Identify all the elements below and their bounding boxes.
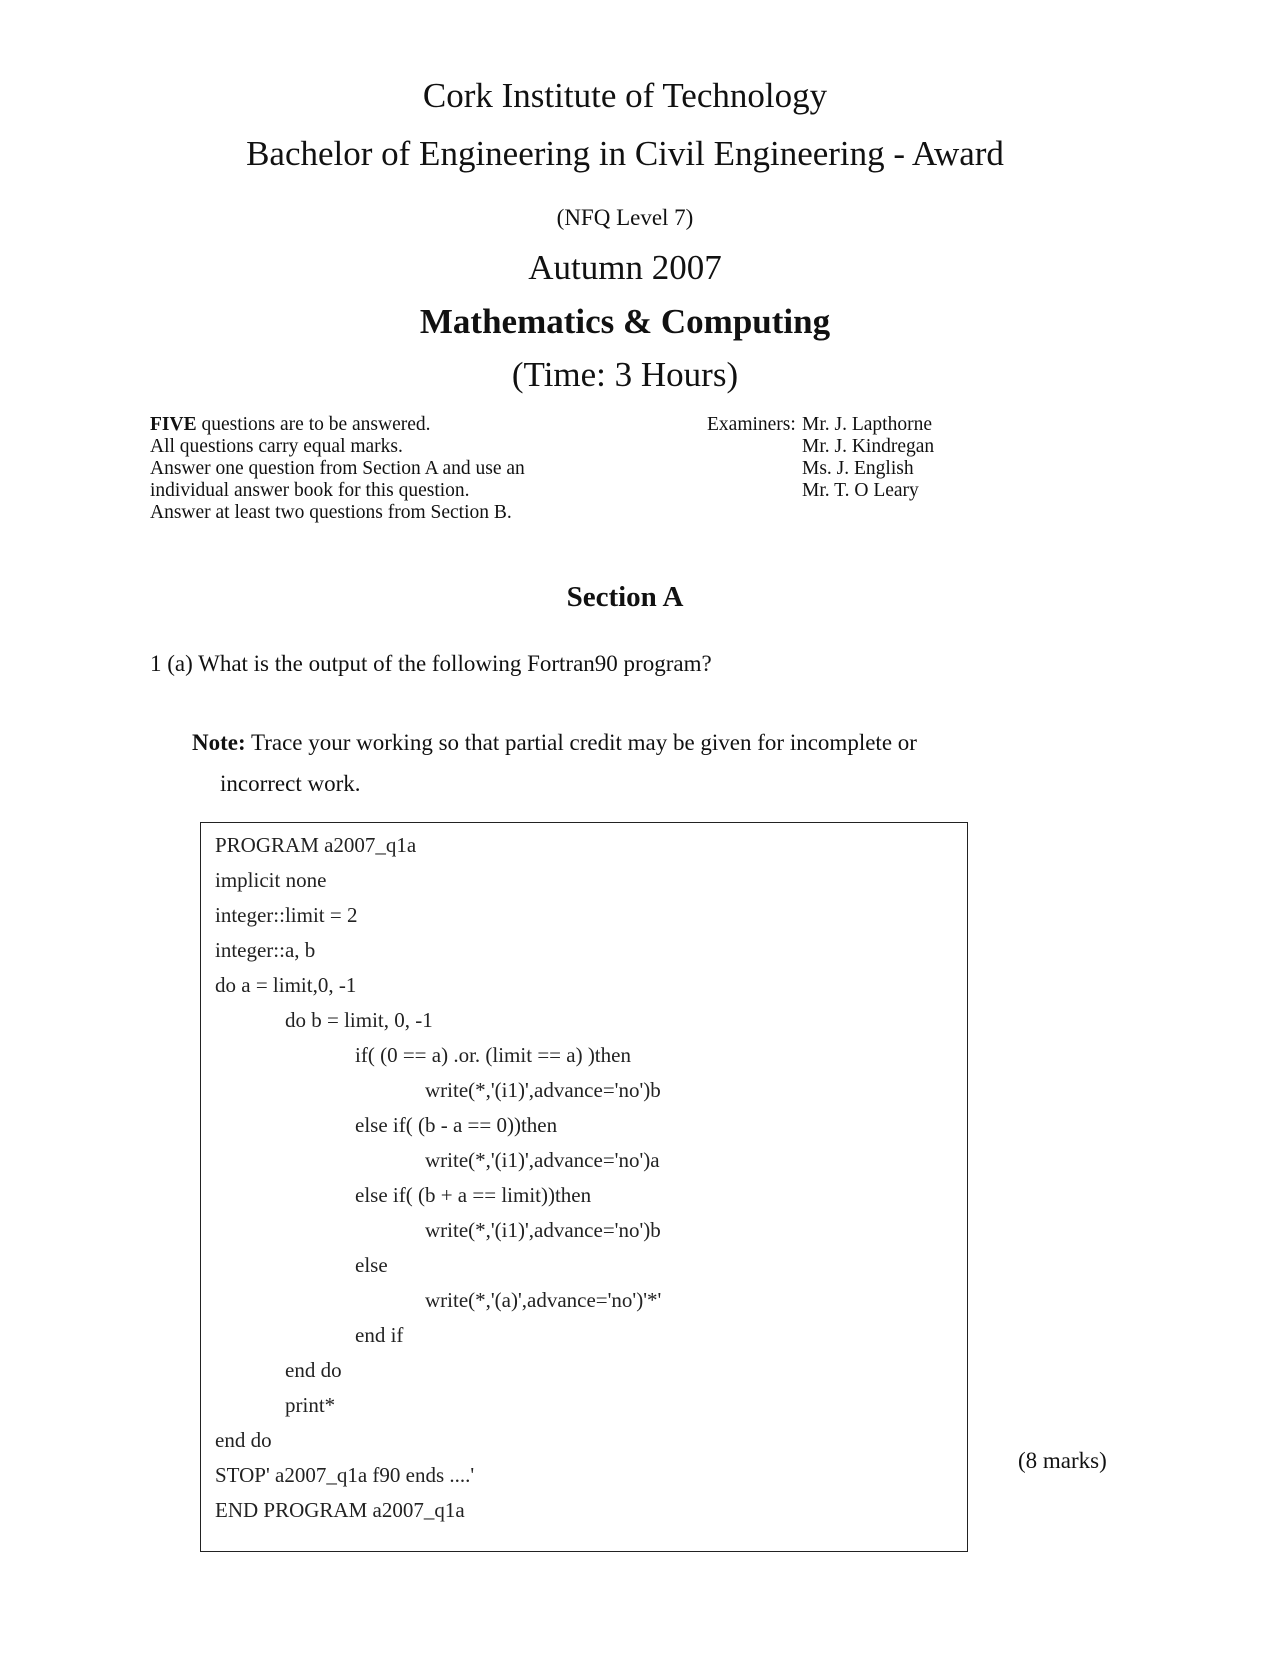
code-line: PROGRAM a2007_q1a — [215, 833, 417, 857]
code-line: implicit none — [215, 868, 327, 892]
exam-duration: (Time: 3 Hours) — [511, 355, 739, 394]
code-line: integer::limit = 2 — [215, 903, 358, 927]
exam-instructions — [150, 414, 525, 524]
institution-title: Cork Institute of Technology — [422, 76, 828, 115]
degree-title: Bachelor of Engineering in Civil Engineering - Award — [246, 134, 1004, 173]
instruction-emphasis: FIVE — [150, 414, 197, 435]
examiner-name: Ms. J. English — [802, 458, 914, 479]
code-line: write(*,'(a)',advance='no')'*' — [425, 1288, 662, 1312]
question-marks: (8 marks) — [1018, 1448, 1107, 1473]
code-line: else — [355, 1253, 388, 1277]
examiner-name: Mr. J. Lapthorne — [802, 414, 932, 435]
question-note-continued: incorrect work. — [220, 771, 361, 796]
code-line: end do — [215, 1428, 272, 1452]
code-line: print* — [285, 1393, 336, 1417]
code-line: END PROGRAM a2007_q1a — [215, 1498, 465, 1522]
examiner-name: Mr. T. O Leary — [802, 480, 919, 501]
code-line: do b = limit, 0, -1 — [285, 1008, 433, 1032]
code-line: end do — [285, 1358, 342, 1382]
note-text: Trace your working so that partial credit may be given for incomplete or — [245, 730, 917, 755]
code-line: if( (0 == a) .or. (limit == a) )then — [355, 1043, 631, 1067]
examiners-label: Examiners: — [707, 414, 796, 435]
instruction-line-4: individual answer book for this question. — [150, 480, 470, 501]
code-line: integer::a, b — [215, 938, 316, 962]
instruction-line-5: Answer at least two questions from Section B. — [150, 502, 512, 523]
subject-title: Mathematics & Computing — [419, 302, 831, 341]
code-line: end if — [355, 1323, 404, 1347]
code-line: STOP' a2007_q1a f90 ends ....' — [215, 1463, 475, 1487]
code-line: write(*,'(i1)',advance='no')a — [425, 1148, 660, 1172]
code-line: write(*,'(i1)',advance='no')b — [425, 1218, 661, 1242]
code-line: else if( (b + a == limit))then — [355, 1183, 592, 1207]
code-line: write(*,'(i1)',advance='no')b — [425, 1078, 661, 1102]
instruction-line-3: Answer one question from Section A and use an — [150, 458, 525, 479]
code-line: else if( (b - a == 0))then — [355, 1113, 558, 1137]
section-heading: Section A — [566, 581, 684, 613]
instruction-line-2: All questions carry equal marks. — [150, 436, 403, 457]
exam-session: Autumn 2007 — [528, 248, 722, 287]
nfq-level: (NFQ Level 7) — [556, 205, 694, 230]
code-line: do a = limit,0, -1 — [215, 973, 357, 997]
code-listing-box — [200, 822, 968, 1552]
note-label: Note: — [192, 730, 246, 755]
instruction-text: questions are to be answered. — [196, 414, 431, 435]
question-1a-text: 1 (a) What is the output of the following Fortran90 program? — [150, 651, 712, 676]
instruction-line-1 — [150, 414, 525, 436]
examiners-block — [707, 414, 934, 502]
examiner-name: Mr. J. Kindregan — [802, 436, 935, 457]
question-note — [192, 730, 917, 756]
